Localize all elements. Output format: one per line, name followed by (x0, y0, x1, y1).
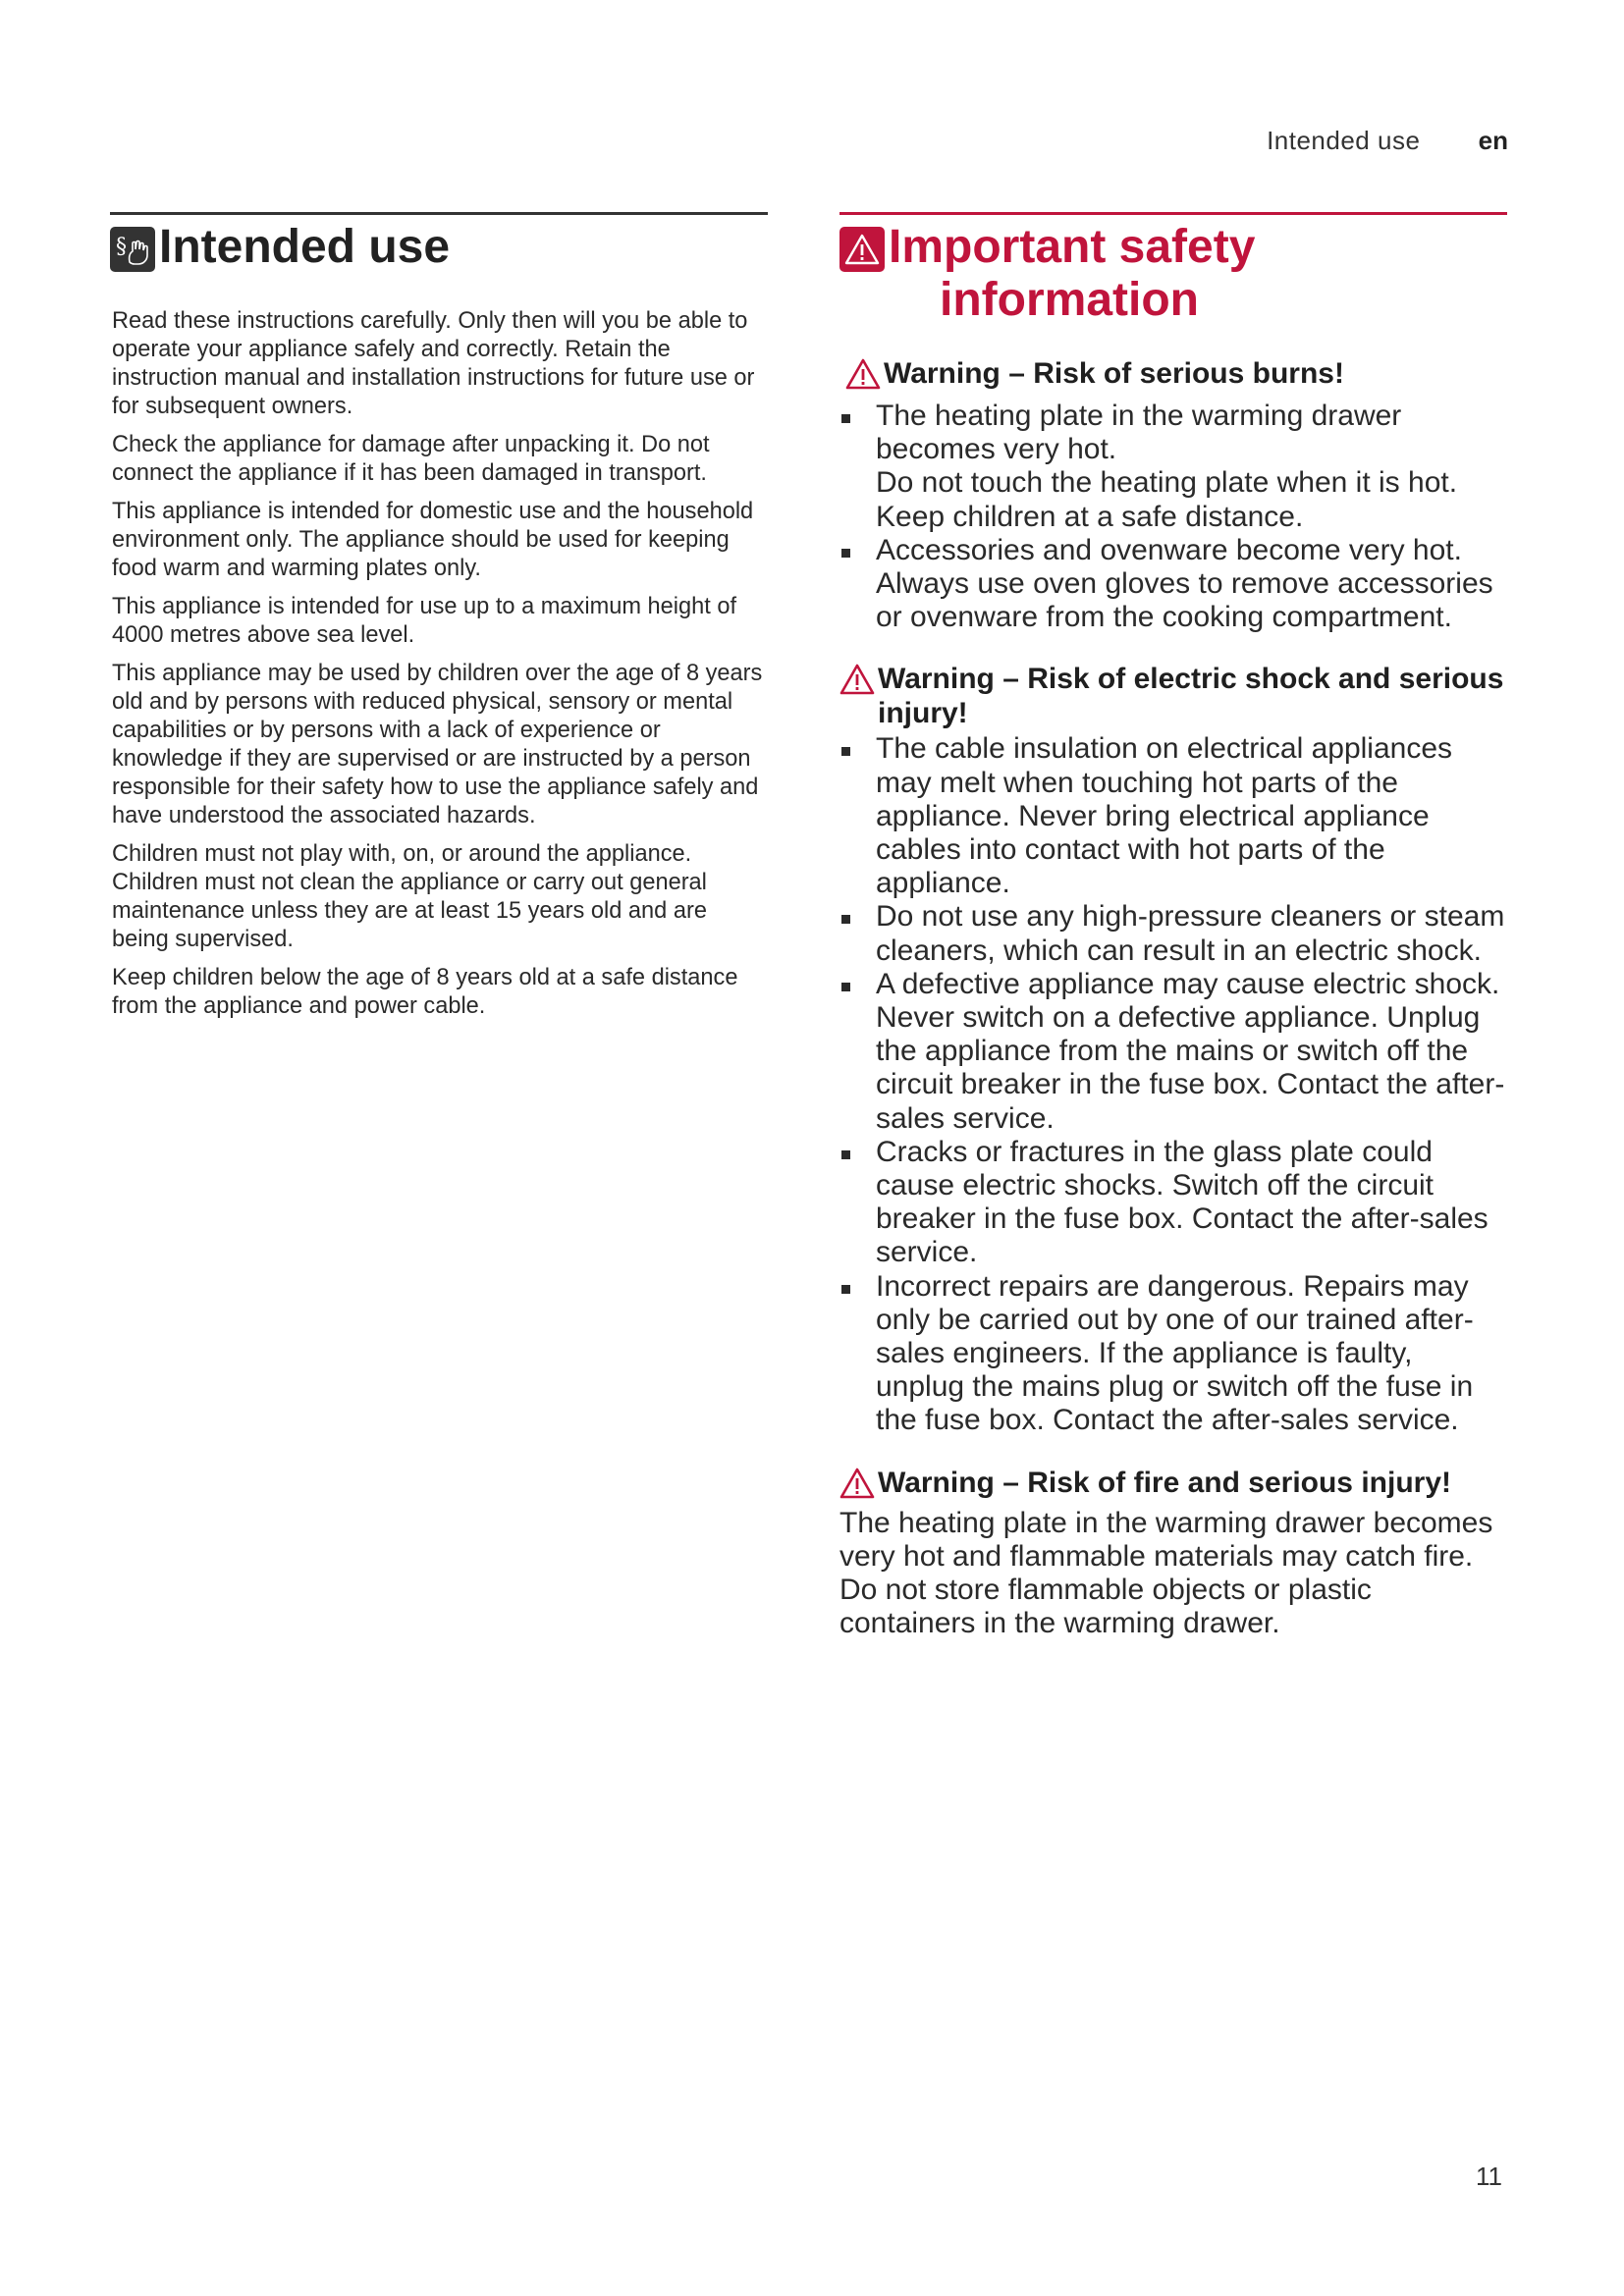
page-number: 11 (1476, 2162, 1502, 2191)
bullet-icon (841, 747, 850, 756)
warning-fire (839, 1466, 1507, 1641)
page-title: Intended use (159, 221, 451, 273)
bullet-icon (841, 1150, 850, 1159)
list-item (839, 1270, 1507, 1438)
intended-use-body (110, 307, 768, 1021)
safety-title (889, 221, 1255, 327)
list-item (839, 1136, 1507, 1270)
list-item-text: A defective appliance may cause electric shock. Never switch on a defective appliance. Unplug the appliance from the mains or switch off the circuit breaker in the fuse box. Contact the after-sales service. (876, 967, 1505, 1135)
bullet-icon (841, 915, 850, 924)
running-header-language: en (1478, 126, 1508, 155)
list-item-text: Accessories and ovenware become very hot. Always use oven gloves to remove accessories or ovenware from the cooking compartment. (876, 533, 1493, 634)
list-item-text: Do not use any high-pressure cleaners or steam cleaners, which can result in an electric shock. (876, 900, 1505, 967)
paragraph: This appliance is intended for domestic use and the household environment only. The appliance should be used for keeping food warm and warming plates only. (112, 499, 754, 581)
warning-triangle-icon (839, 227, 885, 272)
paragraph: Keep children below the age of 8 years old at a safe distance from the appliance and power cable. (112, 965, 738, 1019)
running-header (1267, 126, 1508, 156)
paragraph: Read these instructions carefully. Only then will you be able to operate your appliance safely and correctly. Retain the instruction manual and installation instructions for future use or for subsequent owners. (112, 308, 755, 419)
bullet-icon (841, 983, 850, 991)
warning-list (839, 732, 1507, 1437)
paragraph: The heating plate in the warming drawer becomes very hot and flammable materials may catch fire. (839, 1506, 1493, 1573)
list-item-text: The heating plate in the warming drawer becomes very hot. (876, 400, 1402, 466)
bullet-icon (841, 1285, 850, 1294)
bullet-icon (841, 549, 850, 558)
list-item-text: Cracks or fractures in the glass plate could cause electric shocks. Switch off the circuit breaker in the fuse box. Contact the after-sales service. (876, 1135, 1489, 1269)
warning-burns (839, 356, 1507, 634)
paragraph: Children must not play with, on, or around the appliance. Children must not clean the appliance or carry out general maintenance unless they are at least 15 years old and are being supervised. (112, 841, 707, 952)
list-item (839, 400, 1507, 534)
list-item (839, 968, 1507, 1136)
list-item (839, 732, 1507, 900)
safety-title-line2: information (940, 274, 1199, 326)
warning-list (839, 400, 1507, 634)
list-item-text: Do not touch the heating plate when it is hot. Keep children at a safe distance. (876, 466, 1458, 533)
warning-heading (839, 356, 1507, 398)
warning-triangle-icon (845, 358, 881, 398)
warning-triangle-icon (839, 664, 875, 730)
safety-section (839, 212, 1507, 1641)
heading-rule (839, 212, 1507, 215)
warning-heading-text: Warning – Risk of serious burns! (884, 357, 1344, 390)
warning-heading-text: Warning – Risk of electric shock and serious injury! (878, 663, 1504, 730)
intended-use-section (110, 212, 768, 1031)
safety-title-line1: Important safety (889, 221, 1256, 273)
section-hand-icon (110, 227, 155, 272)
list-item-text: The cable insulation on electrical appliances may melt when touching hot parts of the appliance. Never bring electrical appliance cables into contact with hot parts of the appliance. (876, 732, 1453, 900)
bullet-icon (841, 414, 850, 423)
svg-text:§: § (116, 235, 127, 259)
list-item (839, 900, 1507, 967)
warning-heading (839, 662, 1507, 730)
warning-triangle-icon (839, 1468, 875, 1507)
warning-heading-text: Warning – Risk of fire and serious injury! (878, 1466, 1451, 1499)
paragraph: This appliance is intended for use up to a maximum height of 4000 metres above sea level. (112, 594, 737, 648)
running-header-section: Intended use (1267, 126, 1421, 155)
list-item-text: Incorrect repairs are dangerous. Repairs may only be carried out by one of our trained after-sales engineers. If the appliance is faulty, unplug the mains plug or switch off the fuse in the fuse box. Contact the after-sales service. (876, 1269, 1474, 1437)
heading-rule (110, 212, 768, 215)
list-item (839, 534, 1507, 635)
warning-shock (839, 662, 1507, 1437)
warning-heading (839, 1466, 1507, 1507)
paragraph: Check the appliance for damage after unpacking it. Do not connect the appliance if it has been damaged in transport. (112, 432, 710, 486)
intended-use-heading (110, 221, 768, 274)
paragraph: This appliance may be used by children over the age of 8 years old and by persons with reduced physical, sensory or mental capabilities or by persons with a lack of experience or knowledge if they are supervised or are instructed by a person responsible for their safety how to use the appliance safely and have understood the associated hazards. (112, 661, 763, 828)
safety-heading (839, 221, 1507, 327)
paragraph: Do not store flammable objects or plastic containers in the warming drawer. (839, 1574, 1372, 1640)
